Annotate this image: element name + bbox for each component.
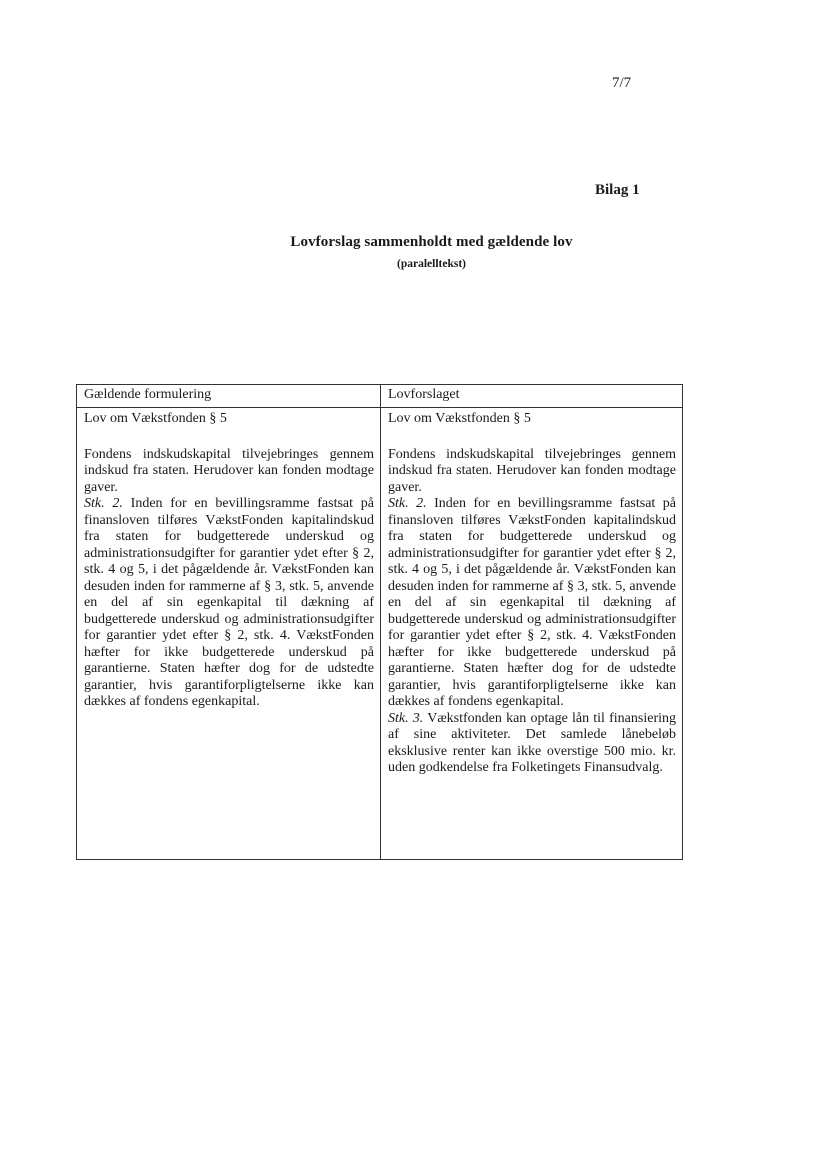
column-header-proposal: Lovforslaget [381, 385, 683, 408]
proposal-stk2-text: Inden for en bevillingsramme fastsat på finansloven tilføres VækstFonden kapitalindskud fra staten for budgetterede underskud og administrationsudgifter for garantier ydet efter § 2, stk. 4 og 5, i det pågældende år. VækstFonden kan desuden inden for rammerne af § 3, stk. 5, anvende en del af sin egenkapital til dækning af budgetterede underskud og administrationsudgifter for garantier ydet efter § 2, stk. 4. VækstFonden hæfter for ikke budgetterede underskud på garantierne. Staten hæfter dog for de udstedte garantier, hvis garantiforpligtelserne ikke kan dækkes af fondens egenkapital. [388, 496, 676, 709]
appendix-label: Bilag 1 [595, 182, 640, 198]
current-stk2-label: Stk. 2. [84, 496, 123, 511]
document-title: Lovforslag sammenholdt med gældende lov [290, 234, 573, 250]
proposal-paragraph-1: Fondens indskudskapital tilvejebringes gennem indskud fra staten. Herudover kan fonden modtage gaver. [388, 446, 676, 495]
table-header-row [77, 385, 683, 408]
current-section-heading: Lov om Vækstfonden § 5 [84, 411, 227, 426]
document-subtitle: (paralelltekst) [397, 258, 466, 270]
column-header-current: Gældende formulering [77, 385, 381, 408]
proposal-paragraph-stk2 [388, 496, 676, 711]
comparison-table [76, 384, 683, 860]
current-paragraph-stk2 [84, 496, 374, 711]
current-wording-cell [77, 408, 381, 860]
table-content-row [77, 408, 683, 860]
proposal-section-heading: Lov om Vækstfonden § 5 [388, 411, 531, 426]
proposal-stk3-label: Stk. 3. [388, 710, 424, 726]
proposal-stk3-text: Vækstfonden kan optage lån til finansiering af sine aktiviteter. Det samlede lånebeløb eksklusive renter kan ikke overstige 500 mio. kr. uden godkendelse fra Folketingets Finansudvalg. [388, 710, 676, 775]
proposal-stk2-label: Stk. 2. [388, 496, 427, 511]
current-paragraph-1: Fondens indskudskapital tilvejebringes gennem indskud fra staten. Herudover kan fonden modtage gaver. [84, 446, 374, 495]
proposal-paragraph-stk3 [388, 711, 676, 777]
proposal-wording-cell [381, 408, 683, 860]
current-stk2-text: Inden for en bevillingsramme fastsat på finansloven tilføres VækstFonden kapitalindskud fra staten for budgetterede underskud og administrationsudgifter for garantier ydet efter § 2, stk. 4 og 5, i det pågældende år. VækstFonden kan desuden inden for rammerne af § 3, stk. 5, anvende en del af sin egenkapital til dækning af budgetterede underskud og administrationsudgifter for garantier ydet efter § 2, stk. 4. VækstFonden hæfter for ikke budgetterede underskud på garantierne. Staten hæfter dog for de udstedte garantier, hvis garantiforpligtelserne ikke kan dækkes af fondens egenkapital. [84, 496, 375, 709]
page-number: 7/7 [612, 75, 632, 91]
